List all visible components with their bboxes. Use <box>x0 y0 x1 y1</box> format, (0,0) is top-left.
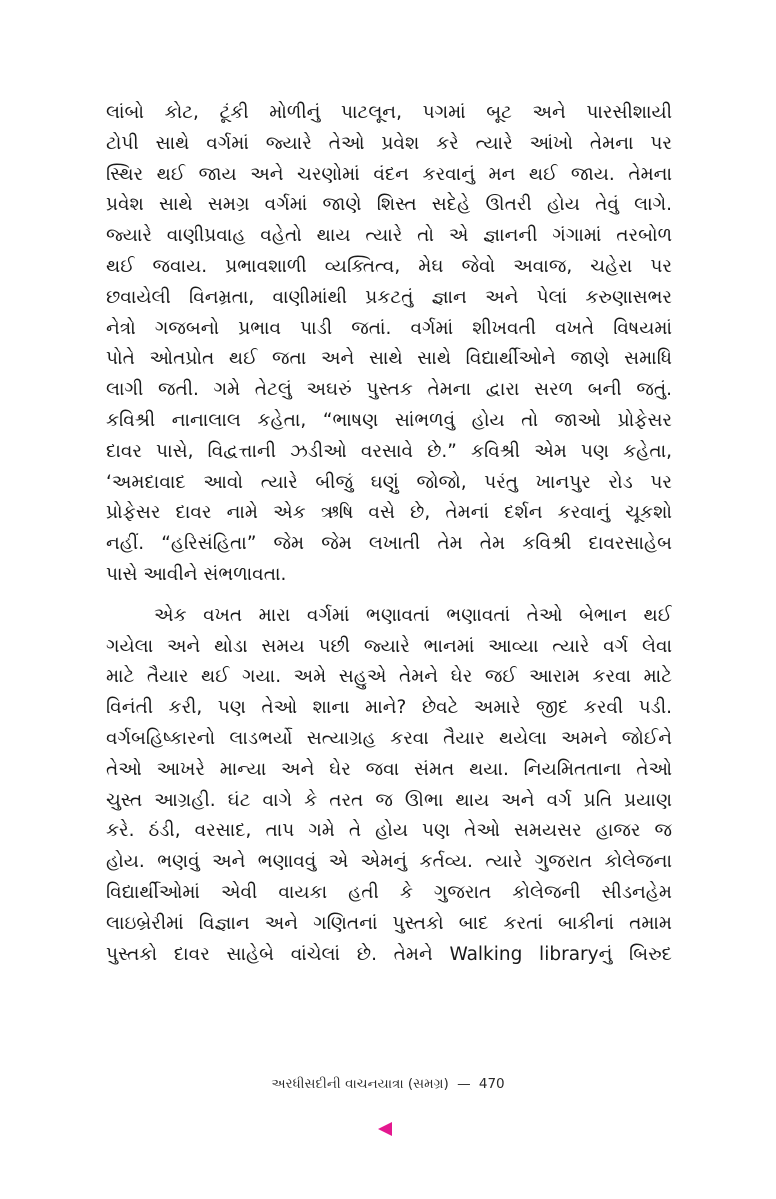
text-line: ગયેલા અને થોડા સમય પછી જ્યારે ભાનમાં આવ્યા ત્યારે વર્ગ લેવા <box>106 635 672 657</box>
text-line: લાઇબ્રેરીમાં વિજ્ઞાન અને ગણિતનાં પુસ્તકો બાદ કરતાં બાકીનાં તમામ <box>106 912 672 934</box>
text-line: વિનંતી કરી, પણ તેઓ શાના માને? છેવટે અમારે જીદ કરવી પડી. <box>106 697 672 719</box>
text-line: પુસ્તકો દાવર સાહેબે વાંચેલાં છે. તેમને Walking libraryનું બિરુદ <box>106 943 672 965</box>
book-title: અરધીસદીની વાચનયાત્રા (સમગ્ર) <box>271 1076 449 1092</box>
text-line: થઈ જવાય. પ્રભાવશાળી વ્યક્તિત્વ, મેઘ જેવો અવાજ, ચહેરા પર <box>106 255 672 277</box>
text-line: કવિશ્રી નાનાલાલ કહેતા, “ભાષણ સાંભળવું હોય તો જાઓ પ્રોફેસર <box>106 409 672 431</box>
paragraph-1 <box>106 98 672 591</box>
text-line: લાગી જતી. ગમે તેટલું અઘરું પુસ્તક તેમના દ્વારા સરળ બની જતું. <box>106 379 672 401</box>
text-line: પોતે ઓતપ્રોત થઈ જતા અને સાથે સાથે વિદ્યાર્થીઓને જાણે સમાધિ <box>106 348 672 370</box>
text-line: નહીં. “હરિસંહિતા” જેમ જેમ લખાતી તેમ તેમ કવિશ્રી દાવરસાહેબ <box>106 533 672 555</box>
text-line: છવાયેલી વિનમ્રતા, વાણીમાંથી પ્રકટતું જ્ઞાન અને પેલાં કરુણાસભર <box>106 286 672 308</box>
text-line: માટે તૈયાર થઈ ગયા. અમે સહુએ તેમને ઘેર જઈ આરામ કરવા માટે <box>106 666 672 688</box>
footer-separator: — <box>457 1076 471 1092</box>
text-line: સ્થિર થઈ જાય અને ચરણોમાં વંદન કરવાનું મન થઈ જાય. તેમના <box>106 163 672 185</box>
text-line: ચુસ્ત આગ્રહી. ઘંટ વાગે કે તરત જ ઊભા થાય અને વર્ગ પ્રતિ પ્રયાણ <box>106 789 672 811</box>
page-footer <box>0 1076 776 1092</box>
text-line: ટોપી સાથે વર્ગમાં જ્યારે તેઓ પ્રવેશ કરે ત્યારે આંખો તેમના પર <box>106 132 672 154</box>
text-line: તેઓ આખરે માન્યા અને ઘેર જવા સંમત થયા. નિયમિતતાના તેઓ <box>106 758 672 780</box>
text-line: લાંબો કોટ, ટૂંકી મોળીનું પાટલૂન, પગમાં બૂટ અને પારસીશાયી <box>106 102 672 123</box>
text-line: પ્રોફેસર દાવર નામે એક ઋષિ વસે છે, તેમનાં દર્શન કરવાનું ચૂકશો <box>106 502 672 524</box>
body-text <box>106 98 672 970</box>
text-line: ‘અમદાવાદ આવો ત્યારે બીજું ઘણું જોજો, પરંતુ ખાનપુર રોડ પર <box>106 471 672 493</box>
text-line: વર્ગબહિષ્કારનો લાડભર્યો સત્યાગ્રહ કરવા તૈયાર થયેલા અમને જોઈને <box>106 727 672 749</box>
text-line: દાવર પાસે, વિદ્વત્તાની ઝડીઓ વરસાવે છે.” કવિશ્રી એમ પણ કહેતા, <box>106 440 672 462</box>
text-line: નેત્રો ગજબનો પ્રભાવ પાડી જતાં. વર્ગમાં શીખવતી વખતે વિષયમાં <box>106 317 672 339</box>
text-line: પ્રવેશ સાથે સમગ્ર વર્ગમાં જાણે શિસ્ત સદેહે ઊતરી હોય તેવું લાગે. <box>106 194 672 216</box>
text-line: કરે. ઠંડી, વરસાદ, તાપ ગમે તે હોય પણ તેઓ સમયસર હાજર જ <box>106 820 672 842</box>
paragraph-2 <box>106 601 672 971</box>
paragraph-gap <box>106 591 672 601</box>
previous-page-icon[interactable] <box>378 1122 392 1136</box>
text-line: એક વખત મારા વર્ગમાં ભણાવતાં ભણાવતાં તેઓ બેભાન થઈ <box>154 604 672 626</box>
text-line: જ્યારે વાણીપ્રવાહ વહેતો થાય ત્યારે તો એ જ્ઞાનની ગંગામાં તરબોળ <box>106 225 672 247</box>
text-line: હોય. ભણવું અને ભણાવવું એ એમનું કર્તવ્ય. ત્યારે ગુજરાત કોલેજના <box>106 851 672 873</box>
page-number: 470 <box>478 1076 505 1092</box>
text-line: પાસે આવીને સંભળાવતા. <box>106 563 287 585</box>
text-line: વિદ્યાર્થીઓમાં એવી વાયકા હતી કે ગુજરાત કોલેજની સીડનહેમ <box>106 881 672 903</box>
